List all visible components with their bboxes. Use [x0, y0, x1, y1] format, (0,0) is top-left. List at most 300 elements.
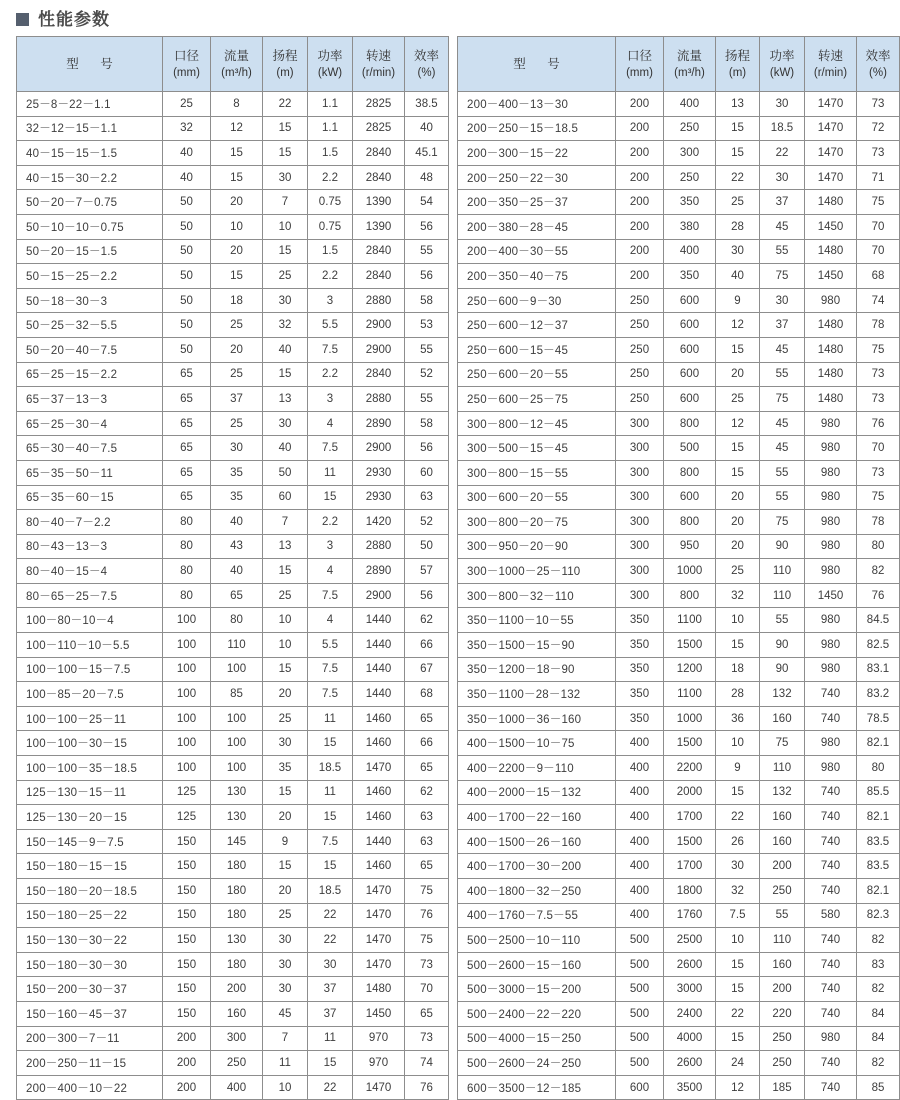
cell-bore: 600 [616, 1075, 664, 1100]
cell-efficiency: 73 [857, 387, 900, 412]
table-row [458, 460, 900, 485]
cell-speed: 980 [805, 436, 857, 461]
cell-efficiency: 76 [857, 411, 900, 436]
cell-head: 15 [263, 657, 308, 682]
cell-head: 13 [263, 534, 308, 559]
cell-flow: 25 [211, 313, 263, 338]
cell-head: 60 [263, 485, 308, 510]
cell-flow: 180 [211, 903, 263, 928]
cell-model: 32－12－15－1.1 [17, 116, 163, 141]
cell-bore: 50 [163, 337, 211, 362]
table-row [17, 190, 449, 215]
cell-speed: 740 [805, 1051, 857, 1076]
cell-bore: 350 [616, 682, 664, 707]
cell-bore: 25 [163, 92, 211, 117]
cell-power: 3 [308, 387, 353, 412]
cell-power: 4 [308, 608, 353, 633]
cell-flow: 2600 [664, 1051, 716, 1076]
cell-power: 75 [760, 510, 805, 535]
cell-model: 400－2200－9－110 [458, 756, 616, 781]
cell-speed: 980 [805, 608, 857, 633]
cell-bore: 400 [616, 829, 664, 854]
cell-head: 15 [263, 362, 308, 387]
cell-efficiency: 68 [405, 682, 449, 707]
table-header-row [17, 37, 449, 92]
table-row [458, 190, 900, 215]
cell-speed: 1460 [353, 805, 405, 830]
cell-head: 22 [716, 165, 760, 190]
table-row [17, 264, 449, 289]
cell-speed: 2900 [353, 583, 405, 608]
cell-bore: 65 [163, 485, 211, 510]
cell-speed: 1440 [353, 608, 405, 633]
cell-bore: 50 [163, 239, 211, 264]
cell-power: 4 [308, 559, 353, 584]
cell-head: 15 [716, 141, 760, 166]
table-row [17, 460, 449, 485]
table-row [458, 854, 900, 879]
cell-flow: 1500 [664, 731, 716, 756]
cell-flow: 8 [211, 92, 263, 117]
cell-model: 250－600－9－30 [458, 288, 616, 313]
cell-power: 7.5 [308, 436, 353, 461]
cell-power: 22 [760, 141, 805, 166]
cell-flow: 20 [211, 190, 263, 215]
table-row [458, 706, 900, 731]
cell-efficiency: 56 [405, 214, 449, 239]
column-header-speed [805, 37, 857, 92]
cell-head: 9 [716, 756, 760, 781]
column-header-speed-unit: (r/min) [813, 66, 848, 79]
cell-efficiency: 63 [405, 805, 449, 830]
cell-flow: 350 [664, 190, 716, 215]
cell-flow: 600 [664, 337, 716, 362]
cell-speed: 1390 [353, 190, 405, 215]
cell-power: 11 [308, 460, 353, 485]
table-row [458, 608, 900, 633]
cell-power: 18.5 [308, 879, 353, 904]
cell-speed: 1470 [805, 116, 857, 141]
table-row [17, 387, 449, 412]
cell-model: 300－600－20－55 [458, 485, 616, 510]
cell-head: 36 [716, 706, 760, 731]
cell-speed: 1470 [805, 92, 857, 117]
cell-bore: 150 [163, 952, 211, 977]
cell-flow: 2600 [664, 952, 716, 977]
cell-flow: 15 [211, 141, 263, 166]
cell-flow: 4000 [664, 1026, 716, 1051]
cell-head: 12 [716, 1075, 760, 1100]
cell-efficiency: 74 [405, 1051, 449, 1076]
cell-model: 80－40－7－2.2 [17, 510, 163, 535]
table-row [458, 436, 900, 461]
cell-bore: 150 [163, 854, 211, 879]
cell-speed: 2930 [353, 485, 405, 510]
cell-efficiency: 66 [405, 731, 449, 756]
cell-bore: 400 [616, 780, 664, 805]
cell-speed: 2880 [353, 288, 405, 313]
table-row [458, 780, 900, 805]
cell-bore: 100 [163, 731, 211, 756]
table-row [17, 829, 449, 854]
cell-model: 100－100－15－7.5 [17, 657, 163, 682]
cell-speed: 1460 [353, 780, 405, 805]
table-row [458, 534, 900, 559]
table-row [458, 731, 900, 756]
cell-model: 200－300－7－11 [17, 1026, 163, 1051]
cell-flow: 800 [664, 510, 716, 535]
table-row [17, 682, 449, 707]
cell-efficiency: 63 [405, 485, 449, 510]
cell-head: 26 [716, 829, 760, 854]
cell-model: 400－1760－7.5－55 [458, 903, 616, 928]
cell-model: 500－2500－10－110 [458, 928, 616, 953]
table-row [458, 288, 900, 313]
cell-model: 500－4000－15－250 [458, 1026, 616, 1051]
column-header-efficiency-unit: (%) [869, 66, 887, 79]
cell-efficiency: 73 [405, 1026, 449, 1051]
column-header-flow [211, 37, 263, 92]
cell-bore: 200 [163, 1051, 211, 1076]
page-title: 性能参数 [38, 9, 110, 29]
cell-power: 45 [760, 436, 805, 461]
section-title [0, 0, 900, 36]
cell-head: 15 [716, 1026, 760, 1051]
cell-model: 400－1800－32－250 [458, 879, 616, 904]
performance-table-right [457, 36, 900, 1100]
cell-bore: 100 [163, 706, 211, 731]
cell-flow: 3500 [664, 1075, 716, 1100]
cell-head: 15 [716, 337, 760, 362]
cell-bore: 200 [616, 239, 664, 264]
cell-model: 100－110－10－5.5 [17, 633, 163, 658]
cell-head: 15 [716, 633, 760, 658]
cell-flow: 20 [211, 337, 263, 362]
cell-speed: 1470 [353, 928, 405, 953]
table-row [458, 165, 900, 190]
cell-flow: 1200 [664, 657, 716, 682]
cell-efficiency: 72 [857, 116, 900, 141]
table-row [17, 583, 449, 608]
cell-power: 15 [308, 485, 353, 510]
cell-speed: 980 [805, 510, 857, 535]
cell-head: 20 [716, 362, 760, 387]
cell-head: 25 [716, 387, 760, 412]
cell-bore: 300 [616, 485, 664, 510]
cell-bore: 150 [163, 829, 211, 854]
table-row [17, 214, 449, 239]
cell-model: 40－15－30－2.2 [17, 165, 163, 190]
cell-bore: 80 [163, 583, 211, 608]
cell-efficiency: 82 [857, 1051, 900, 1076]
cell-bore: 350 [616, 633, 664, 658]
cell-bore: 300 [616, 411, 664, 436]
cell-flow: 130 [211, 928, 263, 953]
cell-speed: 1470 [353, 1075, 405, 1100]
cell-speed: 980 [805, 731, 857, 756]
cell-bore: 250 [616, 337, 664, 362]
cell-model: 300－1000－25－110 [458, 559, 616, 584]
cell-bore: 250 [616, 313, 664, 338]
cell-head: 25 [263, 903, 308, 928]
cell-bore: 200 [616, 116, 664, 141]
cell-speed: 740 [805, 805, 857, 830]
cell-efficiency: 67 [405, 657, 449, 682]
cell-head: 25 [263, 264, 308, 289]
cell-flow: 400 [664, 92, 716, 117]
cell-speed: 2900 [353, 337, 405, 362]
cell-model: 150－180－15－15 [17, 854, 163, 879]
column-header-speed-label: 转速 [817, 48, 843, 63]
cell-speed: 1390 [353, 214, 405, 239]
cell-efficiency: 80 [857, 534, 900, 559]
cell-power: 90 [760, 633, 805, 658]
cell-flow: 400 [664, 239, 716, 264]
cell-speed: 980 [805, 1026, 857, 1051]
column-header-flow-label: 流量 [223, 48, 249, 63]
cell-flow: 100 [211, 706, 263, 731]
column-header-bore-unit: (mm) [173, 66, 200, 79]
cell-efficiency: 70 [405, 977, 449, 1002]
table-row [17, 239, 449, 264]
cell-head: 30 [263, 928, 308, 953]
cell-model: 500－3000－15－200 [458, 977, 616, 1002]
cell-model: 40－15－15－1.5 [17, 141, 163, 166]
cell-speed: 1480 [805, 313, 857, 338]
cell-power: 30 [760, 288, 805, 313]
cell-speed: 2880 [353, 387, 405, 412]
table-row [458, 977, 900, 1002]
cell-bore: 65 [163, 436, 211, 461]
cell-bore: 150 [163, 879, 211, 904]
cell-head: 30 [263, 165, 308, 190]
cell-speed: 980 [805, 288, 857, 313]
table-row [17, 288, 449, 313]
cell-power: 15 [308, 805, 353, 830]
cell-flow: 35 [211, 485, 263, 510]
cell-head: 13 [263, 387, 308, 412]
cell-model: 300－950－20－90 [458, 534, 616, 559]
cell-efficiency: 70 [857, 239, 900, 264]
cell-model: 350－1500－15－90 [458, 633, 616, 658]
cell-efficiency: 52 [405, 510, 449, 535]
cell-efficiency: 75 [405, 879, 449, 904]
cell-model: 65－25－15－2.2 [17, 362, 163, 387]
cell-speed: 1470 [805, 141, 857, 166]
cell-flow: 800 [664, 583, 716, 608]
cell-efficiency: 62 [405, 608, 449, 633]
cell-flow: 800 [664, 460, 716, 485]
cell-efficiency: 84 [857, 1001, 900, 1026]
cell-model: 200－350－25－37 [458, 190, 616, 215]
table-row [17, 411, 449, 436]
cell-flow: 1700 [664, 805, 716, 830]
cell-bore: 150 [163, 903, 211, 928]
cell-head: 18 [716, 657, 760, 682]
cell-flow: 200 [211, 977, 263, 1002]
cell-speed: 1470 [353, 903, 405, 928]
cell-bore: 80 [163, 510, 211, 535]
column-header-flow-unit: (m³/h) [674, 66, 705, 79]
cell-speed: 1420 [353, 510, 405, 535]
cell-model: 150－145－9－7.5 [17, 829, 163, 854]
cell-head: 20 [263, 879, 308, 904]
cell-head: 10 [263, 633, 308, 658]
cell-flow: 300 [211, 1026, 263, 1051]
cell-model: 400－1700－30－200 [458, 854, 616, 879]
cell-bore: 500 [616, 952, 664, 977]
cell-efficiency: 76 [405, 1075, 449, 1100]
cell-flow: 43 [211, 534, 263, 559]
cell-bore: 50 [163, 214, 211, 239]
cell-model: 65－25－30－4 [17, 411, 163, 436]
cell-speed: 1450 [805, 264, 857, 289]
cell-model: 50－25－32－5.5 [17, 313, 163, 338]
cell-power: 4 [308, 411, 353, 436]
table-row [17, 608, 449, 633]
cell-flow: 180 [211, 879, 263, 904]
cell-flow: 12 [211, 116, 263, 141]
table-row [17, 313, 449, 338]
table-header-row [458, 37, 900, 92]
cell-model: 150－160－45－37 [17, 1001, 163, 1026]
cell-speed: 740 [805, 682, 857, 707]
cell-bore: 300 [616, 436, 664, 461]
cell-power: 0.75 [308, 214, 353, 239]
cell-model: 150－200－30－37 [17, 977, 163, 1002]
cell-model: 300－800－12－45 [458, 411, 616, 436]
cell-power: 22 [308, 1075, 353, 1100]
cell-speed: 1450 [805, 583, 857, 608]
cell-speed: 1480 [805, 387, 857, 412]
cell-efficiency: 84 [857, 1026, 900, 1051]
table-row [17, 1075, 449, 1100]
cell-model: 200－350－40－75 [458, 264, 616, 289]
cell-power: 75 [760, 264, 805, 289]
cell-efficiency: 85 [857, 1075, 900, 1100]
cell-head: 30 [263, 411, 308, 436]
cell-bore: 50 [163, 190, 211, 215]
cell-bore: 350 [616, 657, 664, 682]
cell-power: 37 [760, 190, 805, 215]
cell-speed: 740 [805, 829, 857, 854]
cell-power: 37 [308, 977, 353, 1002]
cell-efficiency: 83.5 [857, 829, 900, 854]
cell-power: 160 [760, 829, 805, 854]
table-row [458, 1026, 900, 1051]
table-row [17, 141, 449, 166]
cell-head: 12 [716, 313, 760, 338]
cell-power: 22 [308, 928, 353, 953]
cell-power: 5.5 [308, 633, 353, 658]
cell-head: 10 [716, 731, 760, 756]
cell-speed: 1470 [353, 952, 405, 977]
cell-bore: 32 [163, 116, 211, 141]
cell-speed: 2840 [353, 362, 405, 387]
cell-bore: 300 [616, 583, 664, 608]
cell-speed: 740 [805, 952, 857, 977]
column-header-bore-label: 口径 [626, 48, 652, 63]
cell-flow: 250 [664, 116, 716, 141]
cell-flow: 100 [211, 756, 263, 781]
column-header-model: 型 号 [17, 37, 163, 92]
table-row [458, 559, 900, 584]
cell-power: 110 [760, 756, 805, 781]
cell-efficiency: 62 [405, 780, 449, 805]
cell-head: 15 [716, 436, 760, 461]
cell-flow: 600 [664, 362, 716, 387]
cell-bore: 350 [616, 706, 664, 731]
cell-power: 45 [760, 337, 805, 362]
cell-model: 65－35－60－15 [17, 485, 163, 510]
cell-flow: 250 [664, 165, 716, 190]
cell-head: 7 [263, 510, 308, 535]
cell-power: 1.5 [308, 141, 353, 166]
cell-bore: 250 [616, 387, 664, 412]
cell-flow: 30 [211, 436, 263, 461]
cell-model: 300－800－15－55 [458, 460, 616, 485]
table-row [17, 337, 449, 362]
cell-power: 1.1 [308, 116, 353, 141]
cell-speed: 1440 [353, 657, 405, 682]
table-row [17, 1001, 449, 1026]
cell-power: 55 [760, 239, 805, 264]
cell-head: 10 [716, 928, 760, 953]
cell-head: 9 [263, 829, 308, 854]
cell-efficiency: 68 [857, 264, 900, 289]
cell-bore: 250 [616, 362, 664, 387]
table-row [458, 411, 900, 436]
column-header-power-label: 功率 [769, 48, 795, 63]
cell-bore: 500 [616, 1001, 664, 1026]
cell-bore: 200 [616, 92, 664, 117]
cell-bore: 65 [163, 387, 211, 412]
cell-speed: 1480 [805, 337, 857, 362]
cell-model: 125－130－15－11 [17, 780, 163, 805]
cell-flow: 250 [211, 1051, 263, 1076]
cell-bore: 200 [616, 264, 664, 289]
square-bullet-icon [16, 13, 29, 26]
cell-speed: 980 [805, 559, 857, 584]
table-row [17, 1051, 449, 1076]
cell-model: 65－35－50－11 [17, 460, 163, 485]
column-header-flow-label: 流量 [676, 48, 702, 63]
cell-flow: 1500 [664, 633, 716, 658]
cell-flow: 65 [211, 583, 263, 608]
cell-flow: 10 [211, 214, 263, 239]
table-row [458, 214, 900, 239]
cell-power: 11 [308, 706, 353, 731]
cell-model: 50－20－40－7.5 [17, 337, 163, 362]
table-row [17, 731, 449, 756]
cell-bore: 500 [616, 1026, 664, 1051]
cell-bore: 200 [616, 165, 664, 190]
cell-speed: 1460 [353, 731, 405, 756]
cell-power: 55 [760, 903, 805, 928]
column-header-speed [353, 37, 405, 92]
cell-model: 350－1000－36－160 [458, 706, 616, 731]
cell-model: 80－40－15－4 [17, 559, 163, 584]
cell-bore: 500 [616, 928, 664, 953]
cell-speed: 2840 [353, 264, 405, 289]
cell-efficiency: 83.5 [857, 854, 900, 879]
column-header-head-label: 扬程 [724, 48, 750, 63]
table-row [17, 436, 449, 461]
cell-efficiency: 55 [405, 387, 449, 412]
cell-head: 15 [263, 141, 308, 166]
column-header-head [263, 37, 308, 92]
table-row [458, 387, 900, 412]
